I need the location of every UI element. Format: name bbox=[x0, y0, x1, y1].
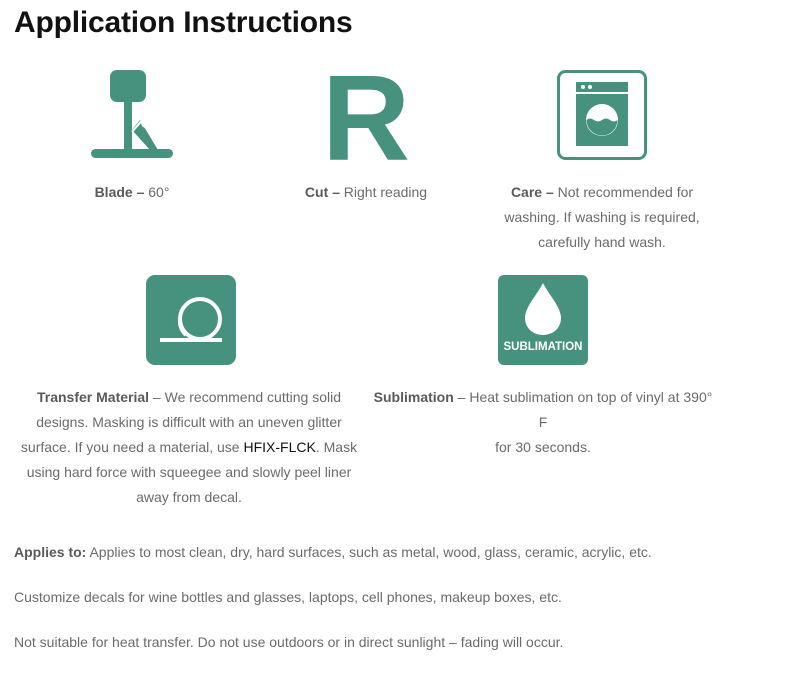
warning-paragraph: Not suitable for heat transfer. Do not use outdoors or in direct sunlight – fading will occur. bbox=[14, 634, 564, 650]
sublimation-caption bbox=[368, 385, 718, 460]
blade-value: 60° bbox=[144, 184, 170, 200]
transfer-line5: away from decal. bbox=[136, 489, 242, 505]
sublimation-line1: – Heat sublimation on top of vinyl at 390° F bbox=[453, 389, 713, 430]
care-label: Care – bbox=[510, 184, 554, 200]
applies-label: Applies to: bbox=[14, 544, 87, 560]
page-title: Application Instructions bbox=[14, 6, 353, 39]
cut-value: Right reading bbox=[339, 184, 428, 200]
blade-label: Blade – bbox=[94, 184, 145, 200]
sublimation-drop-icon bbox=[498, 275, 588, 365]
cut-icon-letter: R bbox=[321, 60, 411, 166]
cut-caption bbox=[266, 180, 466, 205]
transfer-caption bbox=[20, 385, 358, 510]
transfer-tape-roll-icon bbox=[146, 275, 236, 365]
sublimation-line2: for 30 seconds. bbox=[495, 439, 591, 455]
care-line3: carefully hand wash. bbox=[538, 234, 666, 250]
customize-paragraph: Customize decals for wine bottles and glasses, laptops, cell phones, makeup boxes, etc. bbox=[14, 589, 562, 605]
transfer-line2: designs. Masking is difficult with an uneven glitter bbox=[36, 414, 342, 430]
care-caption bbox=[492, 180, 712, 255]
transfer-line4: using hard force with squeegee and slowly peel liner bbox=[26, 464, 352, 480]
right-reading-r-icon bbox=[316, 60, 416, 166]
transfer-line1: – We recommend cutting solid bbox=[149, 389, 341, 405]
cut-label: Cut – bbox=[304, 184, 340, 200]
transfer-line3-pre: surface. If you need a material, use bbox=[20, 439, 244, 455]
washing-machine-icon bbox=[557, 70, 647, 160]
blade-icon bbox=[88, 68, 176, 162]
care-line1: Not recommended for bbox=[553, 184, 694, 200]
hfix-flck-link[interactable]: HFIX-FLCK bbox=[243, 439, 316, 455]
sublimation-label: Sublimation bbox=[373, 389, 454, 405]
transfer-label: Transfer Material bbox=[36, 389, 150, 405]
care-line2: washing. If washing is required, bbox=[504, 209, 700, 225]
sublimation-icon-text: SUBLIMATION bbox=[503, 341, 583, 353]
applies-text: Applies to most clean, dry, hard surfaces, such as metal, wood, glass, ceramic, acrylic, etc. bbox=[86, 544, 652, 560]
applies-paragraph bbox=[14, 542, 652, 562]
blade-caption bbox=[42, 180, 222, 205]
transfer-line3-post: . Mask bbox=[315, 439, 358, 455]
